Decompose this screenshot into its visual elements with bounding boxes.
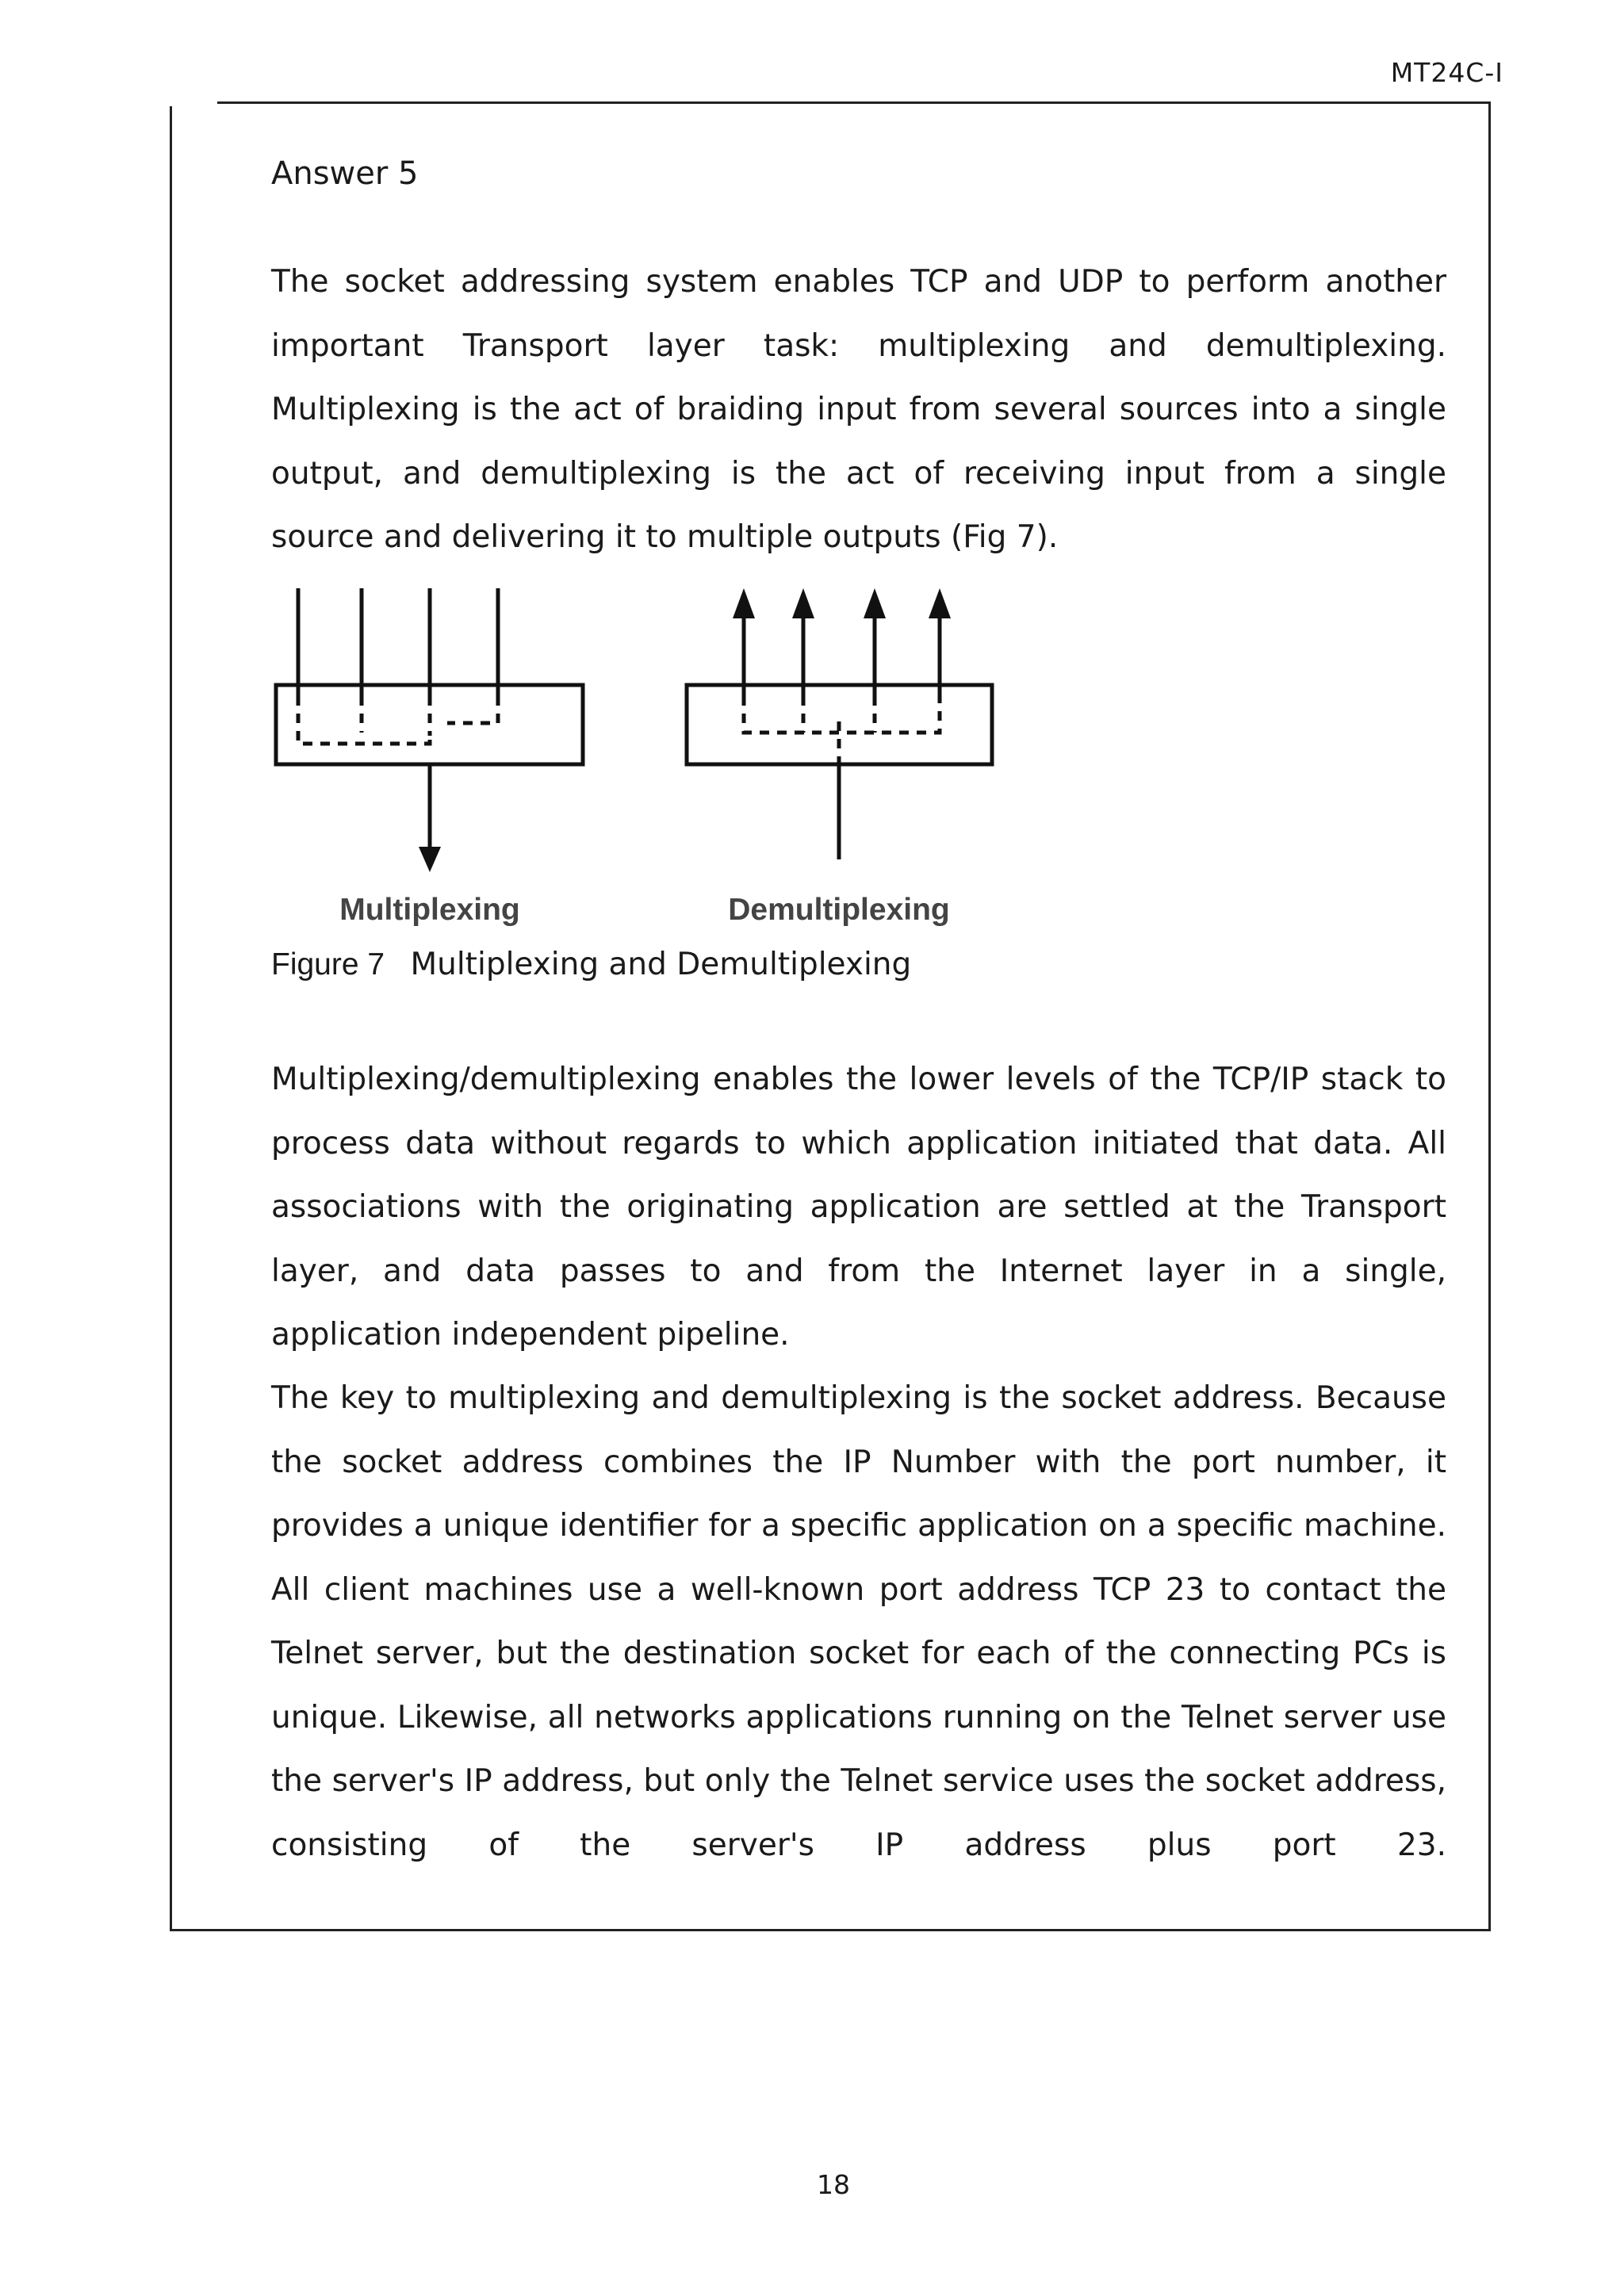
frame-gap — [170, 98, 217, 106]
page-number: 18 — [817, 2169, 850, 2200]
socket-key-paragraph: The key to multiplexing and demultiplexing is the socket address. Because the socket address combines the IP Number with the port number, it provides a unique identifier for a specific application on a specific machine. All client machines use a well-known port address TCP 23 to contact the Telnet server, but the destination socket for each of the connecting PCs is unique. Likewise, all networks applications running on the Telnet server use the server's IP address, but only the Telnet service uses the socket address, consisting of the server's IP address plus port 23. — [271, 1380, 1446, 1863]
demux-label: Demultiplexing — [728, 893, 950, 927]
figure-caption-text: Multiplexing and Demultiplexing — [410, 947, 912, 982]
mux-dashed-paths — [298, 696, 498, 744]
figure-caption — [271, 947, 911, 982]
demux-arrowhead-4 — [929, 588, 951, 618]
figure-caption-label: Figure 7 — [271, 947, 385, 982]
multiplexing-diagram — [276, 588, 583, 851]
mux-label: Multiplexing — [339, 893, 520, 927]
intro-paragraph: The socket addressing system enables TCP and UDP to perform another important Transport layer task: multiplexing and demultiplexing. Multiplexing is the act of braiding input from several sources into a single output, and demultiplexing is the act of receiving input from a single source and delivering it to multiple outputs (Fig 7). — [271, 264, 1446, 555]
demultiplexing-diagram — [687, 615, 992, 859]
socket-key-block — [271, 1367, 1446, 1877]
demux-arrowhead-2 — [792, 588, 814, 618]
demux-arrowhead-1 — [733, 588, 755, 618]
mux-detail-paragraph: Multiplexing/demultiplexing enables the lower levels of the TCP/IP stack to process data without regards to which application initiated that data. All associations with the originating application are settled at the Transport layer, and data passes to and from the Internet layer in a single, application independent pipeline. — [271, 1062, 1446, 1353]
mux-demux-diagram — [268, 577, 1013, 934]
mux-detail-block — [271, 1048, 1446, 1368]
demux-arrowhead-3 — [864, 588, 886, 618]
answer-heading: Answer 5 — [271, 155, 419, 192]
intro-paragraph-block — [271, 251, 1446, 570]
mux-output-arrowhead — [419, 847, 441, 872]
document-code: MT24C-I — [1390, 57, 1503, 88]
mux-demux-figure — [268, 577, 1013, 937]
demux-dashed-paths — [744, 696, 940, 764]
